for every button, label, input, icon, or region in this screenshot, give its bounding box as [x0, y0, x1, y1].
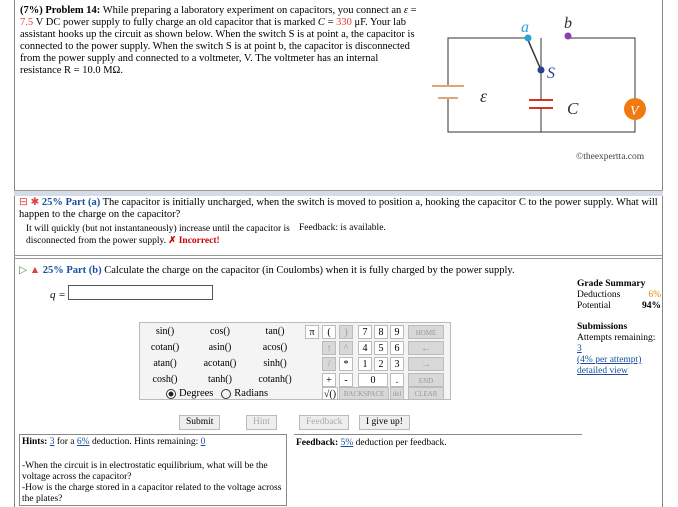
capacitance-value: 330: [336, 17, 352, 28]
pi-key[interactable]: π: [305, 325, 319, 339]
label-emf: ε: [480, 86, 488, 106]
grade-summary: Grade Summary Deductions 6% Potential 94% Submissions Attempts remaining: 3 (4% per attempt) detailed view: [577, 279, 661, 376]
sqrt-key[interactable]: √(): [323, 389, 337, 400]
hint-item: -When the circuit is in electrostatic equilibrium, what will be the voltage across the capacitor?: [22, 461, 268, 482]
hint-button[interactable]: Hint: [246, 415, 277, 430]
key-9[interactable]: 9: [390, 325, 404, 339]
part-b: [14, 258, 663, 507]
sin-key[interactable]: sin(): [155, 326, 175, 337]
key-6[interactable]: 6: [390, 341, 404, 355]
home-key[interactable]: HOME: [408, 325, 444, 339]
key-3[interactable]: 3: [390, 357, 404, 371]
multiply-key[interactable]: *: [339, 357, 353, 371]
key-1[interactable]: 1: [358, 357, 372, 371]
circuit-diagram: [424, 12, 664, 170]
sinh-key[interactable]: sinh(): [263, 358, 287, 369]
feedback-box: Feedback: 5% deduction per feedback.: [294, 434, 582, 507]
part-a-answer: It will quickly (but not instantaneously) increase until the capacitor is disconnected from the power supply. ✗ Incorrect!: [26, 224, 290, 246]
divide-key[interactable]: /: [322, 357, 336, 371]
acotan-key[interactable]: acotan(): [203, 358, 237, 369]
problem-statement: (7%) Problem 14: While preparing a laboratory experiment on capacitors, you connect an ε = 7.5 V DC power supply to fully charge an old capacitor that is marked C = 330 μF. Your lab assistant hooks up the circuit as shown below. When the switch S is at point a, the capacitor is connected to the power supply. When the switch S is at point b, the capacitor is disconnected from the power supply and connected to a voltmeter, V. The voltmeter has an internal resistance R = 10.0 MΩ.: [20, 5, 417, 76]
asin-key[interactable]: asin(): [208, 342, 232, 353]
answer-input[interactable]: [68, 285, 213, 300]
capacitor-symbol: [529, 89, 553, 116]
radians-radio[interactable]: [221, 389, 231, 399]
caret-key[interactable]: ^: [339, 341, 353, 355]
switch-point-b: [565, 33, 572, 40]
up-key[interactable]: ↑: [322, 341, 336, 355]
tan-key[interactable]: tan(): [265, 326, 285, 337]
degrees-radio[interactable]: [166, 389, 176, 399]
del-key[interactable]: del: [390, 387, 404, 400]
part-a-question: ⊟ ✱ 25% Part (a) The capacitor is initially uncharged, when the switch is moved to position a, hooking the capacitor C to the power supply. What will happen to the charge on the capacitor?: [19, 197, 658, 220]
warning-icon: ▲: [29, 265, 41, 276]
hint-item: -How is the charge stored in a capacitor related to the voltage across the plates?: [22, 483, 282, 504]
wrong-icon: ✱: [30, 197, 40, 208]
key-2[interactable]: 2: [374, 357, 388, 371]
cotan-key[interactable]: cotan(): [150, 342, 180, 353]
emf-value: 7.5: [20, 17, 34, 28]
key-8[interactable]: 8: [374, 325, 388, 339]
cosh-key[interactable]: cosh(): [152, 374, 178, 385]
expand-icon[interactable]: ▷: [19, 265, 28, 276]
cotanh-key[interactable]: cotanh(): [258, 374, 292, 385]
hints-box: Hints: 3 for a 6% deduction. Hints remaining: 0 -When the circuit is in electrostatic equilibrium, what will be the voltage across the capacitor? -How is the charge stored in a capacitor related to the voltage across the plates?: [19, 434, 287, 506]
label-s: S: [547, 65, 555, 82]
switch-blade: [528, 40, 541, 70]
clear-key[interactable]: CLEAR: [408, 387, 444, 400]
plus-key[interactable]: +: [322, 373, 336, 387]
key-5[interactable]: 5: [374, 341, 388, 355]
copyright: ©theexpertta.com: [576, 152, 645, 162]
answer-label: q =: [50, 289, 66, 301]
label-a: a: [521, 19, 529, 36]
dot-key[interactable]: .: [390, 373, 404, 387]
paren-close-key[interactable]: ): [339, 325, 353, 339]
incorrect-status: ✗ Incorrect!: [168, 236, 220, 246]
label-b: b: [564, 15, 572, 32]
minus-key[interactable]: -: [339, 373, 353, 387]
tanh-key[interactable]: tanh(): [208, 374, 232, 385]
minus-icon[interactable]: ⊟: [19, 197, 28, 208]
problem-label: (7%) Problem 14:: [20, 5, 101, 16]
battery-symbol: [432, 86, 464, 98]
part-a: [14, 190, 663, 256]
left-arrow-key[interactable]: ←: [408, 341, 444, 355]
angle-mode: Degrees Radians: [166, 388, 268, 399]
paren-open-key[interactable]: (: [322, 325, 336, 339]
give-up-button[interactable]: I give up!: [359, 415, 410, 430]
cos-key[interactable]: cos(): [210, 326, 230, 337]
label-v: V: [630, 104, 639, 119]
key-4[interactable]: 4: [358, 341, 372, 355]
label-c: C: [567, 99, 579, 118]
detailed-view-link[interactable]: detailed view: [577, 366, 628, 376]
acos-key[interactable]: acos(): [262, 342, 288, 353]
part-b-question: ▷ ▲ 25% Part (b) Calculate the charge on the capacitor (in Coulombs) when it is fully charged by the power supply.: [19, 265, 515, 276]
end-key[interactable]: END: [408, 373, 444, 387]
part-a-feedback[interactable]: Feedback: is available.: [299, 223, 386, 233]
submit-button[interactable]: Submit: [179, 415, 220, 430]
atan-key[interactable]: atan(): [153, 358, 177, 369]
switch-pivot: [538, 67, 545, 74]
key-7[interactable]: 7: [358, 325, 372, 339]
right-arrow-key[interactable]: →: [408, 357, 444, 371]
backspace-key[interactable]: BACKSPACE: [339, 387, 389, 400]
feedback-button[interactable]: Feedback: [299, 415, 349, 430]
key-0[interactable]: 0: [358, 373, 388, 387]
